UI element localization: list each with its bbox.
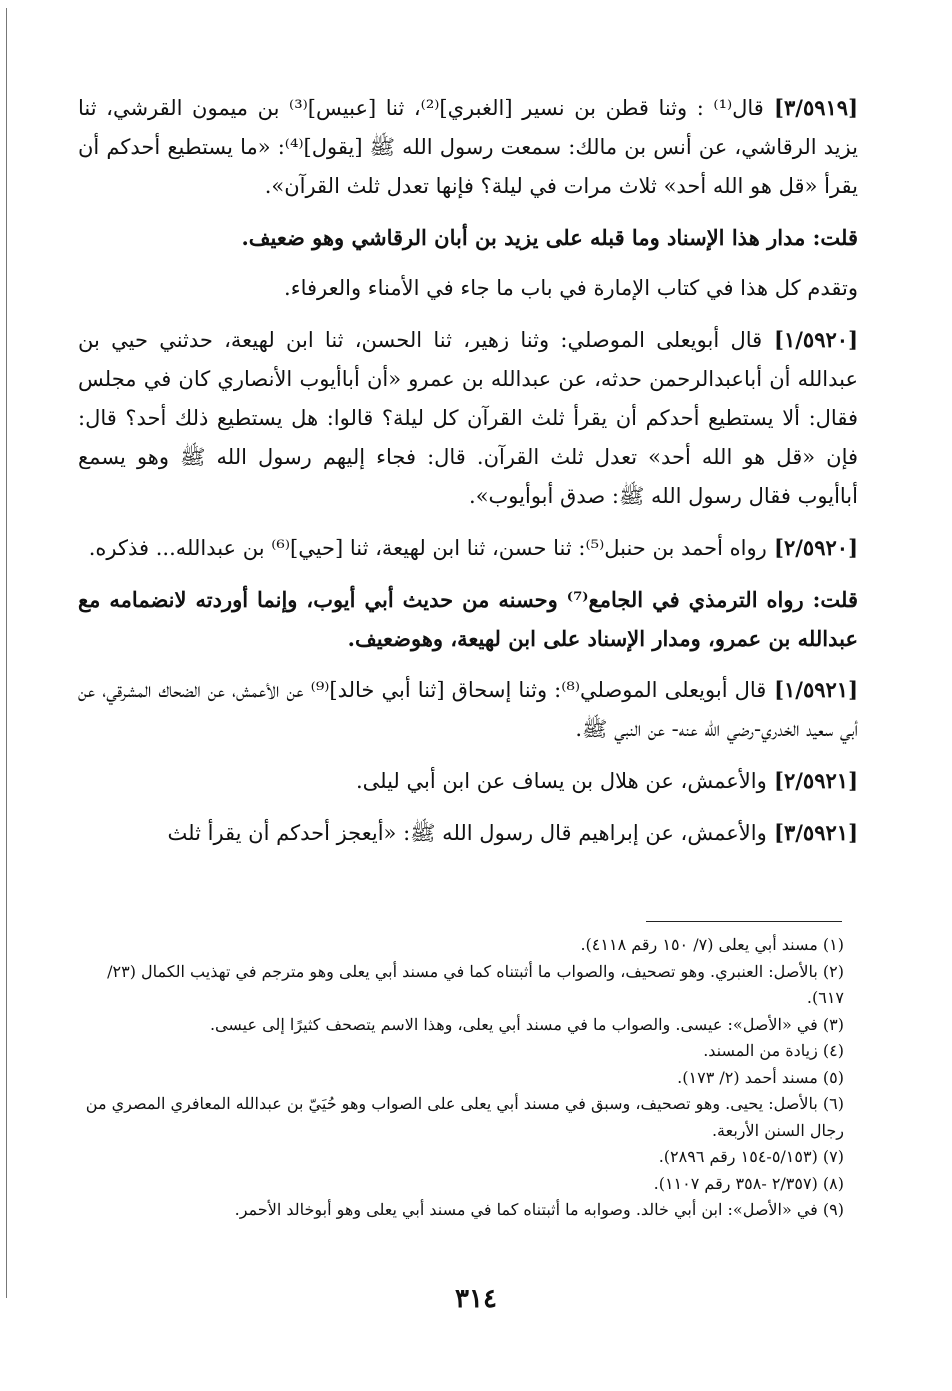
hadith-text: قال⁽¹⁾ : وثنا قطن بن نسير [الغبري]⁽²⁾، ثنا [عبيس]⁽³⁾ بن ميمون القرشي، ثنا يزيد الرقاشي، عن أنس بن مالك: سمعت رسول الله ﷺ [يقول]⁽⁴⁾: «ما يستطيع أحدكم أن يقرأ «قل هو الله أحد» ثلاث مرات في ليلة؟ فإنها تعدل ثلث القرآن». [78,96,858,198]
hadith-text: والأعمش، عن إبراهيم قال رسول الله ﷺ: «أيعجز أحدكم أن يقرأ ثلث [167,821,767,845]
commentary-text: قلت: رواه الترمذي في الجامع⁽⁷⁾ وحسنه من حديث أبي أيوب، وإنما أوردته لانضمامه مع عبدالله بن عمرو، ومدار الإسناد على ابن لهيعة، وهوضعيف. [78,587,858,651]
footnote-4: (٤) زيادة من المسند. [703,1041,844,1060]
hadith-text: قال أبويعلى الموصلي⁽⁸⁾: وثنا إسحاق [ثنا أبي خالد]⁽⁹⁾ عن الأعمش، عن الضحاك المشرقي، عن أبي سعيد الخدري-رضي الله عنه- عن النبي ﷺ. [78,678,858,741]
footnote-3: (٣) في «الأصل»: عيسى. والصواب ما في مسند أبي يعلى، وهذا الاسم يتصحف كثيرًا إلى عيسى. [209,1014,844,1034]
hadith-5921-3 [78,813,858,853]
commentary-text: قلت: مدار هذا الإسناد وما قبله على يزيد بن أبان الرقاشي وهو ضعيف. [241,225,858,250]
cross-reference-text: وتقدم كل هذا في كتاب الإمارة في باب ما جاء في الأمناء والعرفاء. [284,276,858,300]
hadith-text: قال أبويعلى الموصلي: وثنا زهير، ثنا الحسن، ثنا ابن لهيعة، حدثني حيي بن عبدالله أن أباعبدالرحمن حدثه، عن عبدالله بن عمرو «أن أباأيوب الأنصاري كان في مجلس فقال: ألا يستطيع أحدكم أن يقرأ ثلث القرآن كل ليلة؟ قالوا: هل يستطيع ذلك أحد؟ قال: فإن «قل هو الله أحد» تعدل ثلث القرآن. قال: فجاء إليهم رسول الله ﷺ وهو يسمع أباأيوب فقال رسول الله ﷺ: صدق أبوأيوب». [78,328,858,508]
commentary-isnad [78,218,858,257]
hadith-5921-2 [78,761,858,801]
hadith-number: [٢/٥٩٢٠] [766,535,858,560]
hadith-5920-2 [78,528,858,568]
hadith-5920-1 [78,320,858,516]
hadith-number: [١/٥٩٢١] [766,677,859,702]
hadith-number: [٢/٥٩٢١] [766,768,858,793]
footnote-7: (٧) (٥/١٥٣-١٥٤ رقم ٢٨٩٦). [658,1147,844,1166]
page-number: ٣١٤ [455,1284,497,1314]
footnotes [78,932,844,1224]
hadith-5921-1 [78,670,858,749]
margin-rule [6,8,7,1298]
hadith-number: [١/٥٩٢٠] [762,327,858,352]
hadith-text: والأعمش، عن هلال بن يساف عن ابن أبي ليلى. [355,769,767,793]
footnote-2: (٢) بالأصل: العنبري. وهو تصحيف، والصواب ما أثبتناه كما في مسند أبي يعلى وهو مترجم في تهذيب الكمال (٢٣/ ٦١٧). [107,961,844,1007]
commentary-tirmidhi [78,580,858,658]
cross-reference [78,269,858,308]
hadith-5919-3 [78,88,858,206]
footnote-8: (٨) (٢/٣٥٧ -٣٥٨ رقم ١١٠٧). [653,1173,844,1193]
main-text [78,88,858,865]
footnote-5: (٥) مسند أحمد (٢/ ١٧٣). [677,1067,844,1087]
footnote-divider [646,921,842,922]
footnote-9: (٩) في «الأصل»: ابن أبي خالد. وصوابه ما أثبتناه كما في مسند أبي يعلى وهو أبوخالد الأحمر. [234,1200,844,1219]
hadith-number: [٣/٥٩١٩] [763,95,859,120]
hadith-text: رواه أحمد بن حنبل⁽⁵⁾: ثنا حسن، ثنا ابن لهيعة، ثنا [حيي]⁽⁶⁾ بن عبدالله... فذكره. [88,536,767,560]
footnote-6: (٦) بالأصل: يحيى. وهو تصحيف، وسبق في مسند أبي يعلى على الصواب وهو حُيَيّ بن عبدالله المعافري المصري من رجال السنن الأربعة. [85,1094,844,1140]
footnote-1: (١) مسند أبي يعلى (٧/ ١٥٠ رقم ٤١١٨). [580,935,844,954]
hadith-number: [٣/٥٩٢١] [766,820,858,845]
